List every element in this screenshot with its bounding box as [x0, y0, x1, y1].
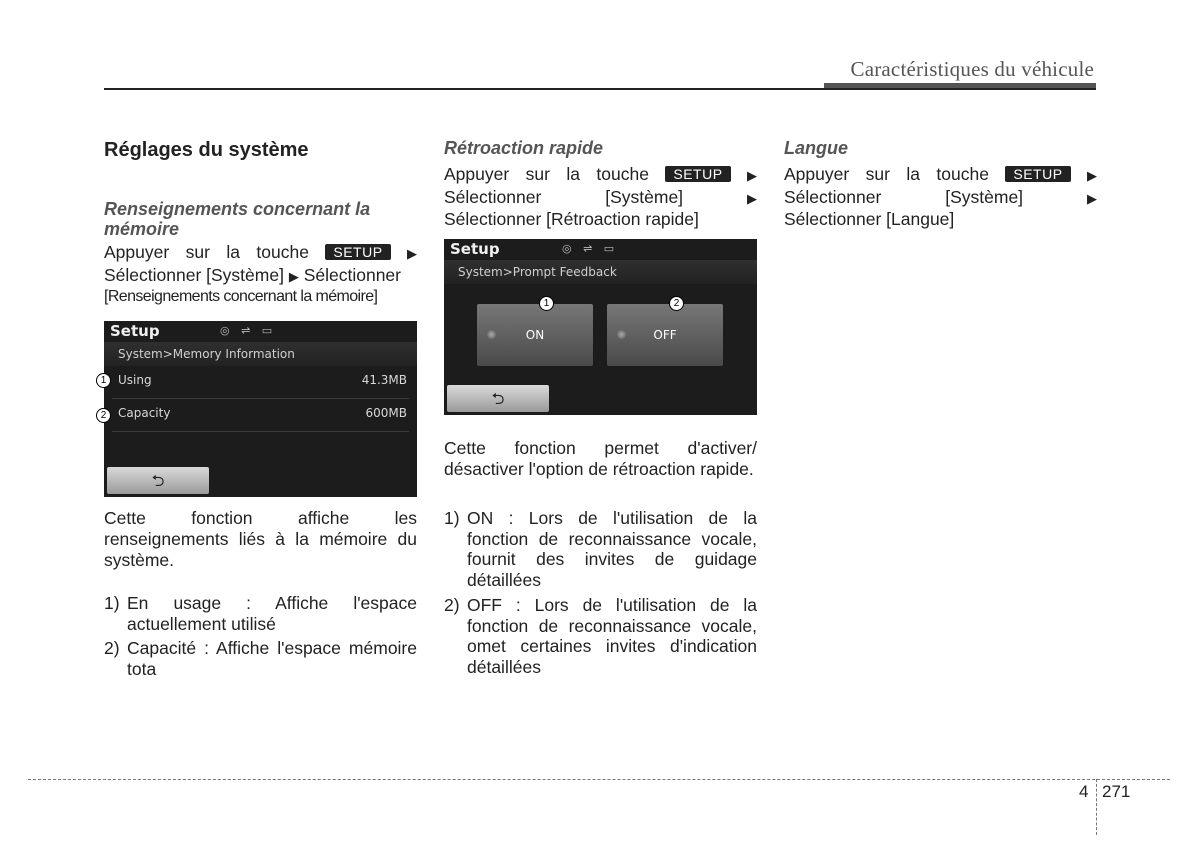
row-value: 41.3MB — [361, 373, 407, 387]
description-text: Cette fonction affiche les renseignements liés à la mémoire du système. — [104, 508, 417, 570]
feedback-option-list — [444, 508, 757, 677]
memory-using-row — [118, 373, 407, 387]
option-label: OFF — [653, 328, 677, 342]
screen-breadcrumb: System>Prompt Feedback — [444, 260, 757, 284]
arrow-right-icon: ▶ — [288, 268, 299, 284]
arrow-right-icon: ▶ — [1087, 190, 1097, 206]
option-label: ON — [525, 328, 545, 342]
instruction-line-1 — [104, 242, 417, 265]
row-divider — [112, 431, 409, 432]
instruction-line-3: Sélectionner [Langue] — [784, 209, 955, 229]
screen-memory-information — [104, 321, 417, 497]
instruction-line-1 — [444, 164, 757, 187]
arrow-right-icon: ▶ — [407, 246, 417, 261]
instruction-line-3: [Renseignements concernant la mémoire] — [104, 288, 378, 305]
option-on-button[interactable] — [477, 304, 593, 366]
list-item — [104, 593, 417, 635]
instruction-text: Appuyer sur la touche — [444, 164, 649, 184]
description-text: Cette fonction permet d'activer/ désactiver l'option de rétroaction rapide. — [444, 438, 757, 479]
setup-key-icon: SETUP — [1005, 166, 1070, 182]
instruction-text: Appuyer sur la touche — [784, 164, 989, 184]
list-text: OFF : Lors de l'utilisation de la fonction de reconnaissance vocale, omet certaines invites d'indication détaillées — [467, 595, 757, 677]
option-off-button[interactable] — [607, 304, 723, 366]
list-item — [444, 508, 757, 590]
instruction-text: Sélectionner [Système] — [444, 186, 684, 207]
screen-prompt-feedback — [444, 239, 757, 415]
row-value: 600MB — [365, 406, 407, 420]
back-arrow-icon: ⮌ — [151, 471, 165, 490]
column-prompt-feedback — [444, 138, 757, 230]
setup-key-icon: SETUP — [325, 244, 390, 260]
list-text: ON : Lors de l'utilisation de la fonction de reconnaissance vocale, fournit des invites de guidage détaillées — [467, 508, 757, 590]
list-number: 1) — [104, 593, 120, 613]
memory-capacity-row — [118, 406, 407, 420]
footer-rule — [28, 779, 1170, 780]
instruction-text: Sélectionner — [303, 264, 401, 285]
list-text: Capacité : Affiche l'espace mémoire tota — [127, 638, 417, 679]
instruction-text: Sélectionner [Système] — [104, 264, 284, 285]
memory-option-list — [104, 593, 417, 680]
section-heading: Réglages du système — [104, 139, 309, 161]
list-number: 1) — [444, 508, 460, 528]
subsection-heading: Renseignements concernant la mémoire — [104, 199, 371, 239]
page-number: 271 — [1102, 782, 1131, 801]
instruction-line-1 — [784, 164, 1097, 187]
status-icons: ◎ ⇌ ▭ — [220, 324, 277, 337]
column-language — [784, 138, 1097, 230]
instruction-line-2 — [784, 187, 1097, 210]
callout-marker-1: 1 — [539, 296, 554, 311]
instruction-text: Appuyer sur la touche — [104, 242, 309, 262]
subsection-heading: Langue — [784, 138, 849, 158]
list-text: En usage : Affiche l'espace actuellement utilisé — [127, 593, 417, 634]
callout-marker-2: 2 — [96, 408, 111, 423]
setup-key-icon: SETUP — [665, 166, 730, 182]
arrow-right-icon: ▶ — [1087, 168, 1097, 183]
callout-marker-2: 2 — [669, 296, 684, 311]
back-button[interactable] — [107, 467, 209, 494]
row-label: Capacity — [118, 406, 171, 420]
list-number: 2) — [104, 638, 120, 658]
screen-title: Setup — [450, 240, 500, 258]
status-icons: ◎ ⇌ ▭ — [562, 242, 619, 255]
subsection-heading: Rétroaction rapide — [444, 138, 604, 158]
callout-marker-1: 1 — [96, 373, 111, 388]
instruction-text: Sélectionner [Système] — [784, 186, 1024, 207]
footer-divider — [1096, 779, 1097, 835]
running-header: Caractéristiques du véhicule — [850, 57, 1094, 81]
arrow-right-icon: ▶ — [747, 190, 757, 206]
back-button[interactable] — [447, 385, 549, 412]
screen-title: Setup — [110, 322, 160, 340]
arrow-right-icon: ▶ — [747, 168, 757, 183]
instruction-line-2 — [444, 187, 757, 210]
chapter-number: 4 — [1079, 782, 1089, 801]
list-number: 2) — [444, 595, 460, 615]
screen-breadcrumb: System>Memory Information — [104, 342, 417, 366]
back-arrow-icon: ⮌ — [491, 389, 505, 408]
instruction-line-3: Sélectionner [Rétroaction rapide] — [444, 209, 699, 229]
row-divider — [112, 398, 409, 399]
header-rule — [104, 88, 1096, 90]
memory-description — [104, 508, 417, 680]
list-item — [104, 638, 417, 680]
instruction-line-2 — [104, 265, 417, 288]
column-memory-info — [104, 138, 417, 308]
prompt-feedback-description — [444, 438, 757, 677]
row-label: Using — [118, 373, 152, 387]
list-item — [444, 595, 757, 677]
